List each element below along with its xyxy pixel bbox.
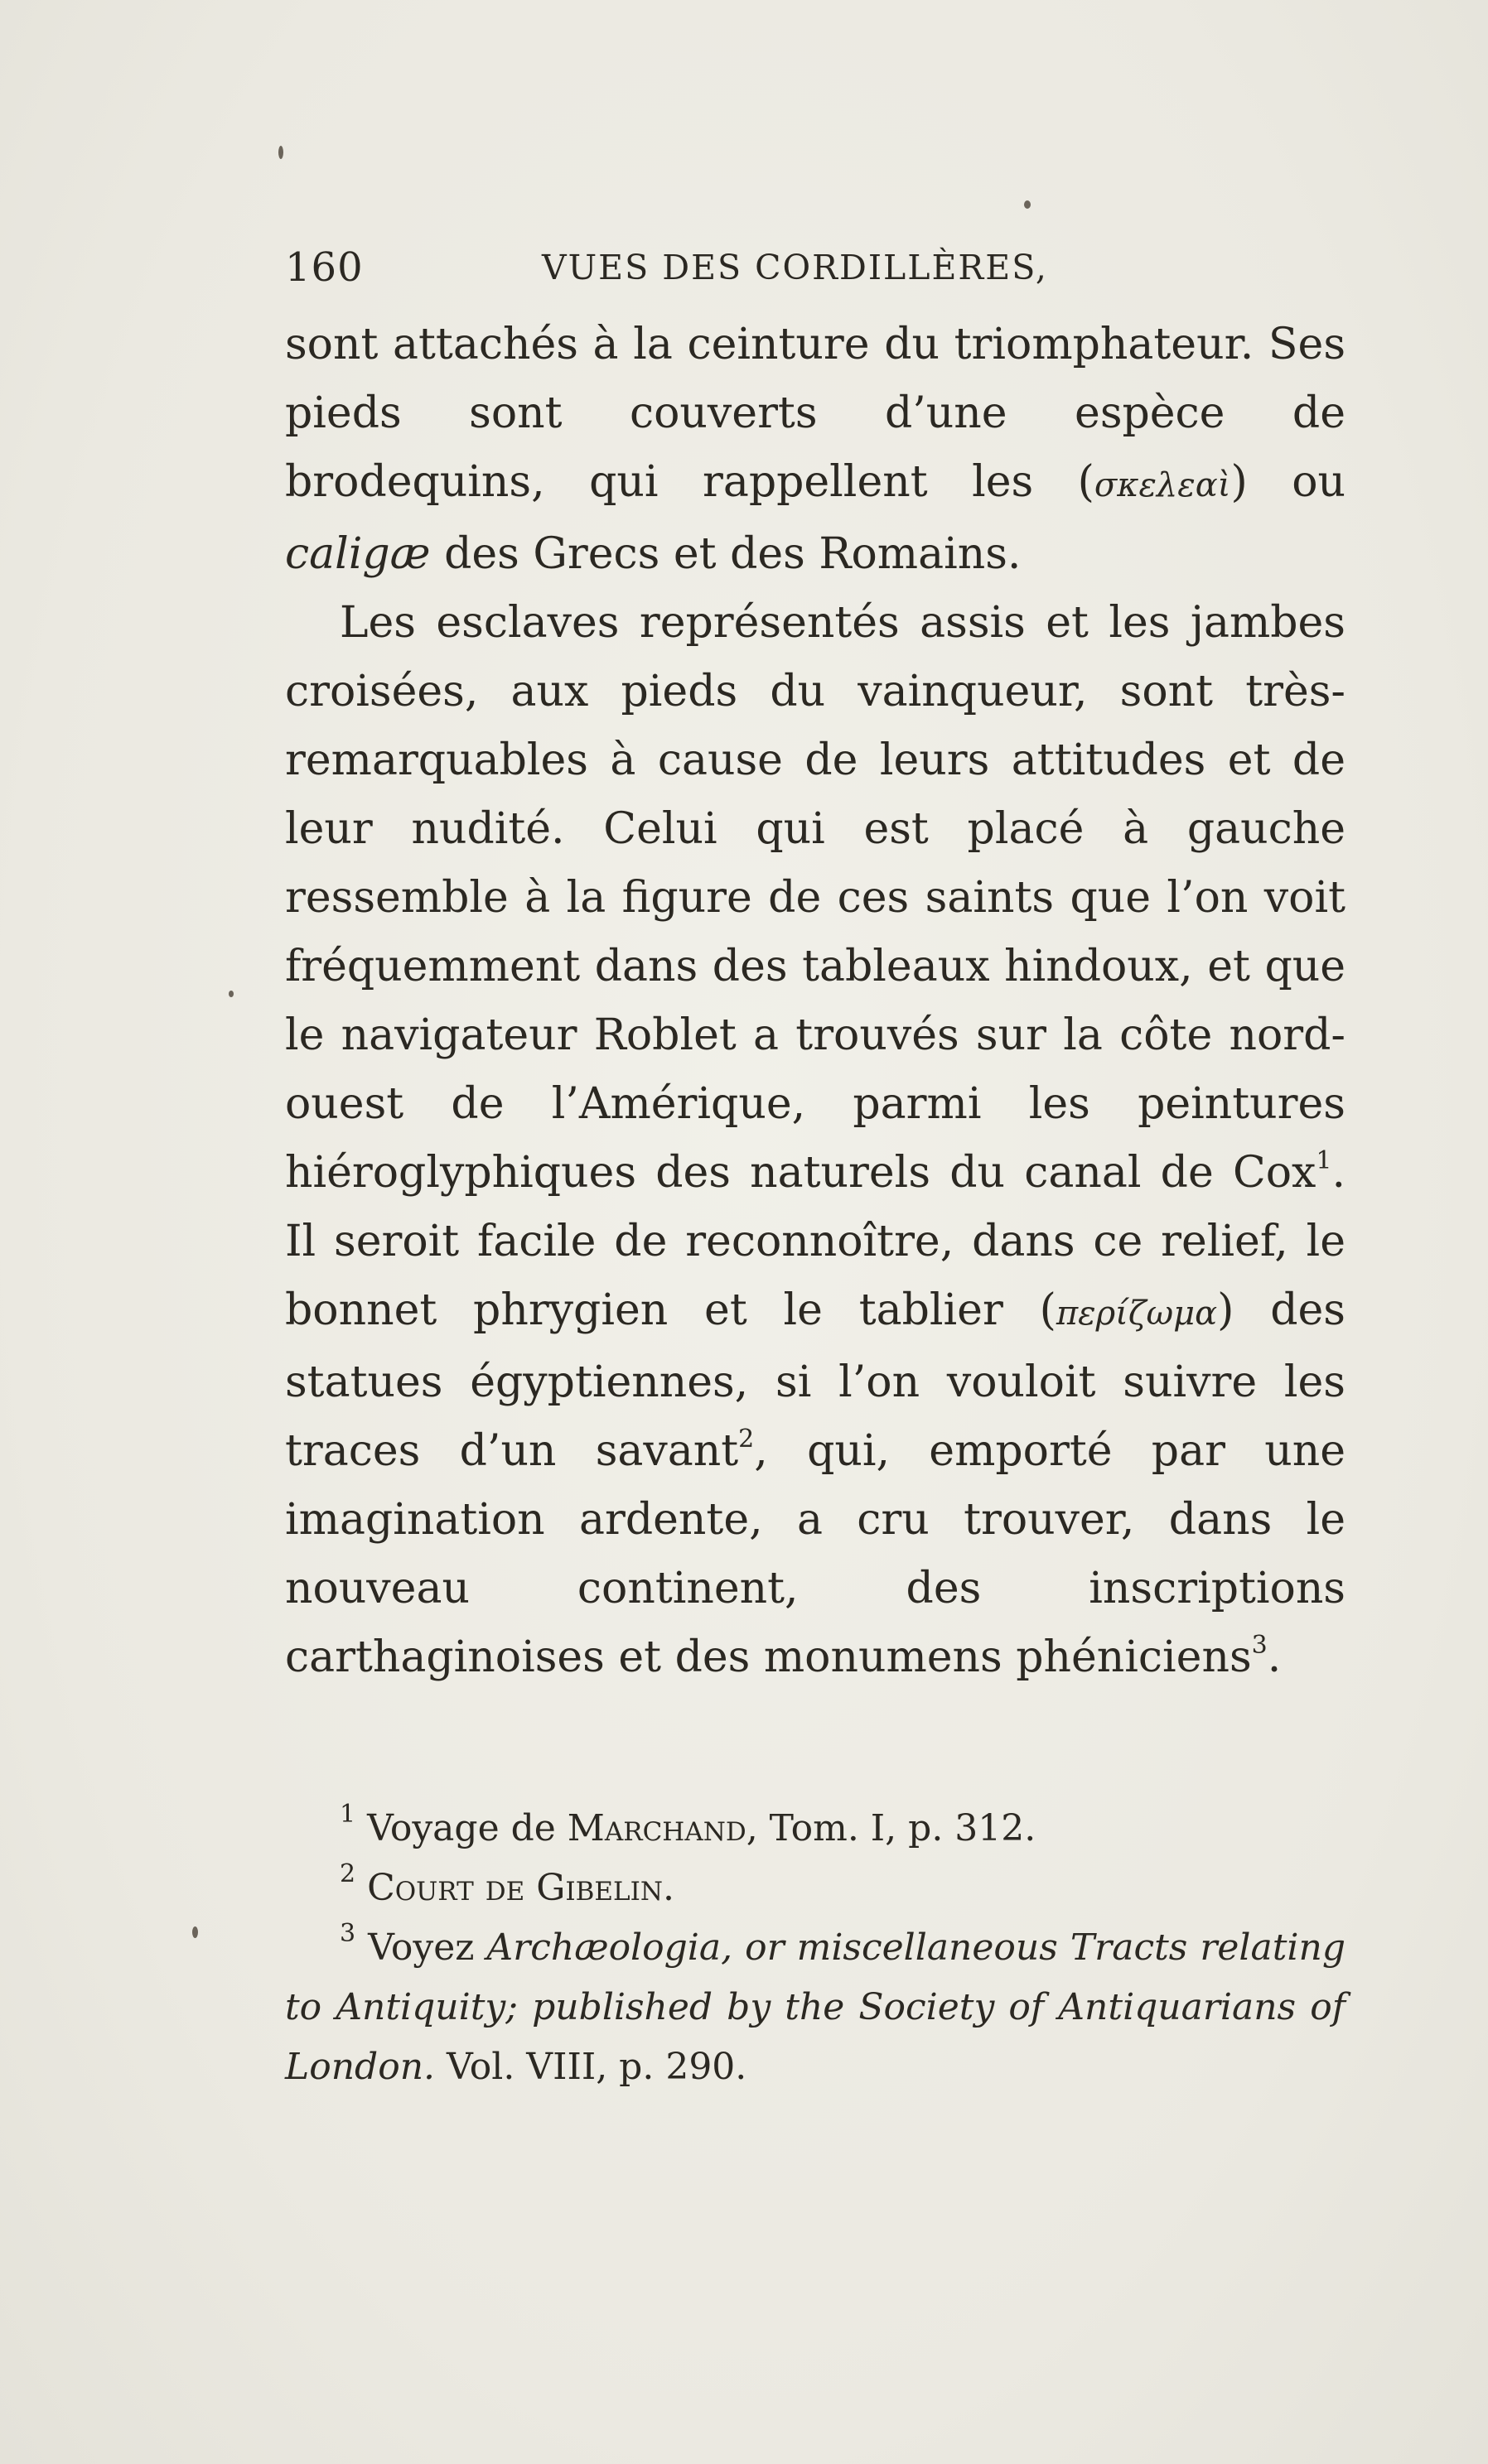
text-span: ) des statues égyptiennes, si l’on vouloit suivre les traces d’un savant xyxy=(285,1285,1345,1476)
running-title: VUES DES CORDILLÈRES, xyxy=(542,248,1048,287)
footnote-marker: 2 xyxy=(340,1859,356,1888)
text-span: Les esclaves représentés assis et les jambes croisées, aux pieds du vainqueur, sont très-remarquables à cause de leurs attitudes et de leur nudité. Celui qui est placé à gauche ressemble à la figure de ces saints que l’on voit fréquemment dans des tableaux hindoux, et que le navigateur Roblet a trouvés sur la côte nord-ouest de l’Amérique, parmi les peintures hiéroglyphiques des naturels du canal de Cox xyxy=(285,598,1345,1198)
italic-word: caligæ xyxy=(285,529,431,579)
paper-speck xyxy=(278,146,283,159)
running-head xyxy=(285,239,1345,297)
footnote xyxy=(285,1918,1345,2097)
text-span: Ses pieds sont couverts d’une espèce de brodequins, qui rappellent les ( xyxy=(285,320,1346,507)
text-span: Vol. VIII, p. 290. xyxy=(435,2046,747,2088)
text-span: . Il seroit facile de reconnoître, dans ce relief, le bonnet phrygien et le tablier ( xyxy=(285,1148,1345,1335)
text-span: sont attachés à la ceinture du triomphateur. xyxy=(285,320,1254,369)
paragraph xyxy=(285,589,1345,1692)
text-span: Voyage de xyxy=(367,1807,568,1849)
text-span: ) ou xyxy=(1230,457,1345,507)
work-title: Archæologia, or miscellaneous Tracts relating to Antiquity; published by the Society of Antiquarians of London. xyxy=(285,1926,1345,2088)
footnote-ref[interactable]: 1 xyxy=(1316,1146,1332,1175)
text-span: des Grecs et des Romains. xyxy=(430,529,1022,579)
text-span: , qui, emporté par une imagination ardente, a cru trouver, dans le nouveau continent, des inscriptions carthaginoises et des monumens phéniciens xyxy=(285,1426,1345,1682)
footnote-ref[interactable]: 3 xyxy=(1251,1631,1268,1660)
text-span: Voyez xyxy=(368,1926,487,1969)
text-span: . xyxy=(1267,1632,1282,1682)
footnote-ref[interactable]: 2 xyxy=(738,1425,755,1454)
greek-word: σκελεαὶ xyxy=(1094,466,1231,504)
text-span: , Tom. I, p. 312. xyxy=(746,1807,1036,1849)
footnotes xyxy=(285,1799,1345,2097)
footnote-marker: 1 xyxy=(340,1800,356,1829)
page-number: 160 xyxy=(285,244,364,291)
footnote xyxy=(285,1799,1345,1859)
paper-speck xyxy=(1024,200,1031,209)
paragraph-continued xyxy=(285,311,1345,589)
footnote xyxy=(285,1859,1345,1918)
paper-speck xyxy=(229,991,234,997)
author-name: Marchand xyxy=(567,1807,746,1849)
main-text xyxy=(285,311,1345,1692)
author-name: Court de Gibelin. xyxy=(367,1867,674,1909)
greek-word: περίζωμα xyxy=(1056,1295,1218,1333)
footnote-marker: 3 xyxy=(340,1919,356,1948)
paper-speck xyxy=(192,1926,198,1938)
